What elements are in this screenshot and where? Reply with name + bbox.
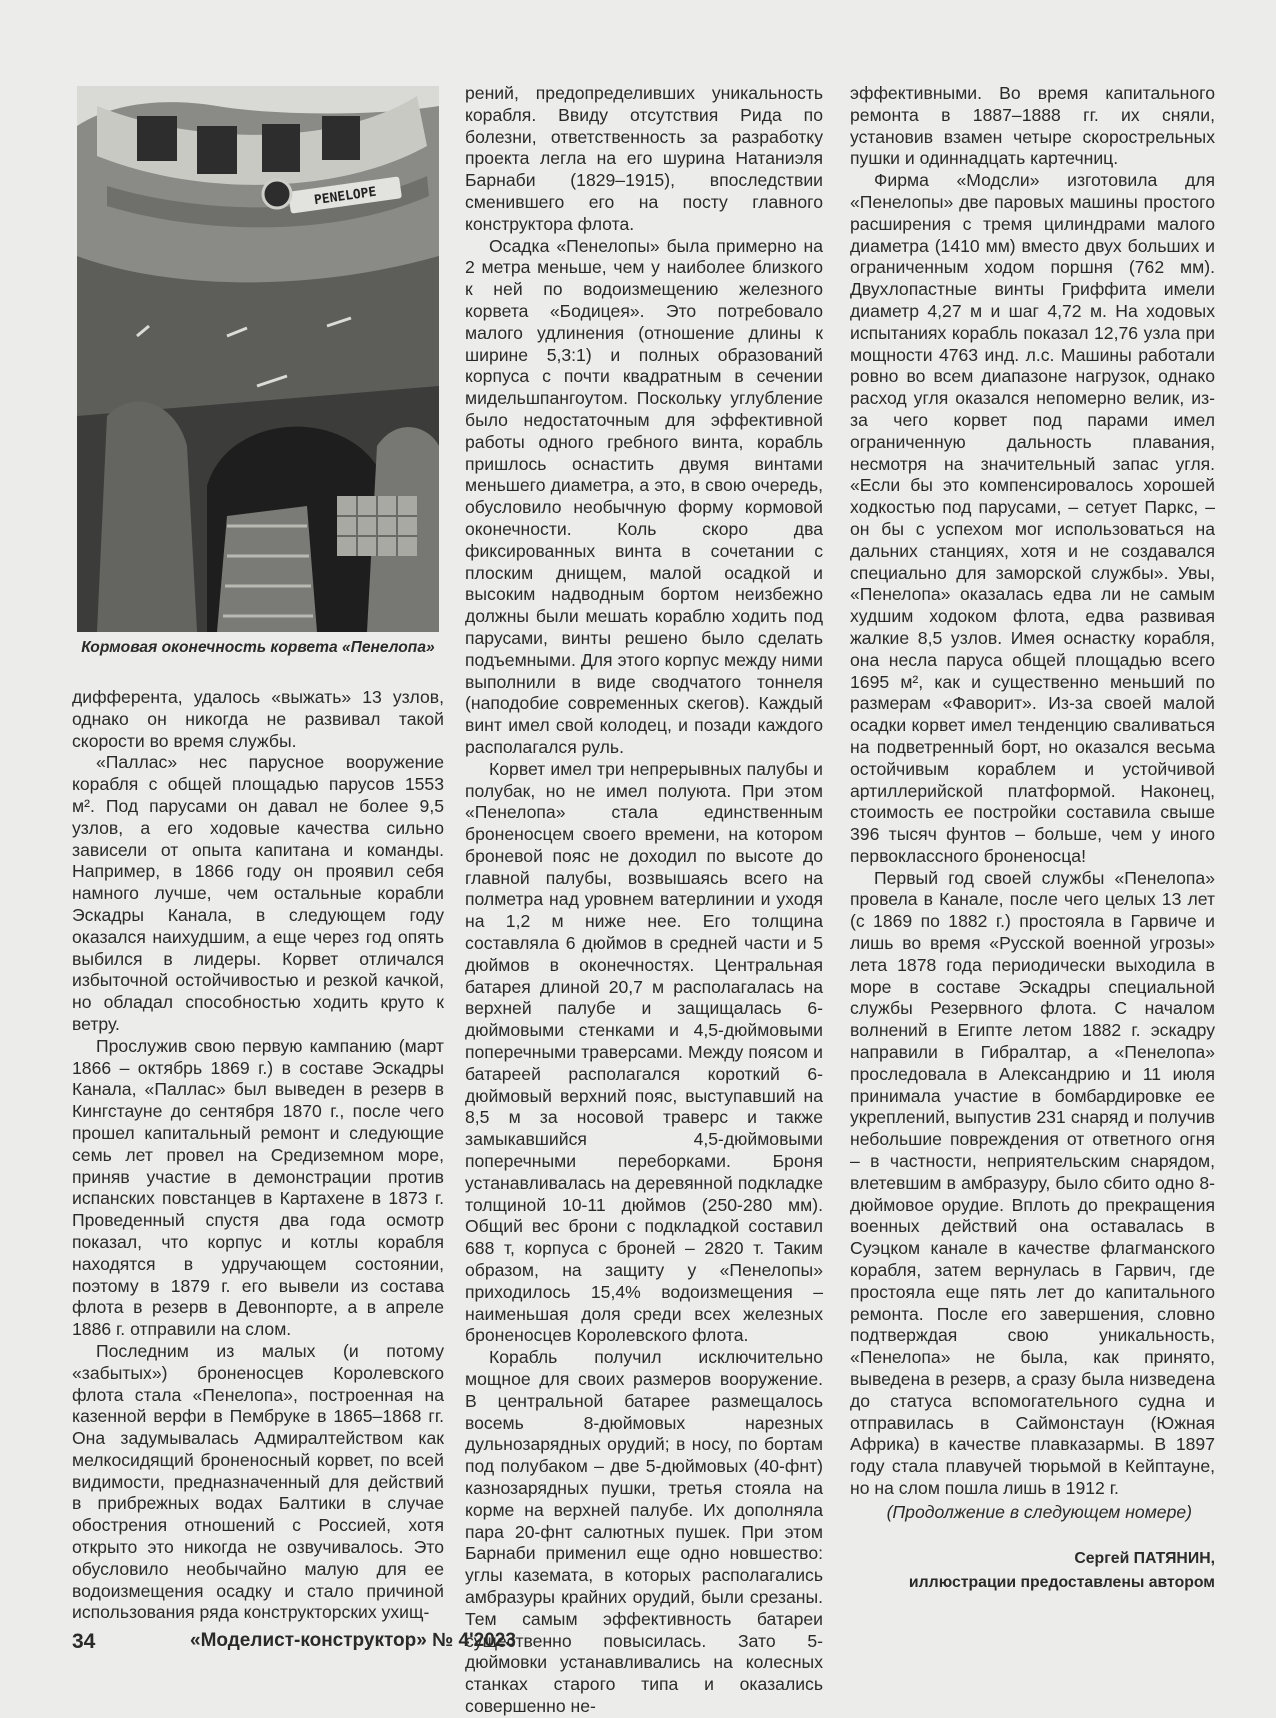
stern-nameplate: PENELOPE: [313, 184, 378, 209]
ship-stern-illustration: [77, 86, 439, 632]
article-column-3: [850, 83, 1215, 1500]
paragraph: Осадка «Пенелопы» была примерно на 2 метра меньше, чем у наиболее близкого к ней по водоизмещению железного корвета «Бодицея». Это потребовало малого удлинения (отношение длины к ширине 5,3:1) и полных образований корпуса с почти квадратным в сечении мидельшпангоутом. Поскольку углубление было недостаточным для эффективной работы одного гребного винта, корабль пришлось оснастить двумя винтами меньшего диаметра, а это, в свою очередь, обусловило необычную форму кормовой оконечности. Коль скоро два фиксированных винта в сочетании с плоским днищем, малой осадкой и высоким надводным бортом неизбежно должны были мешать кораблю ходить под парусами, винты решено было сделать подъемными. Для этого корпус между ними выполнили в виде сводчатого тоннеля (наподобие современных скегов). Каждый винт имел свой колодец, и позади каждого располагался руль.: [465, 235, 823, 757]
article-column-2: [465, 83, 823, 1718]
illustration-credit: иллюстрации предоставлены автором: [908, 1574, 1215, 1591]
continuation-note: (Продолжение в следующем номере): [886, 1502, 1192, 1522]
page-number: 34: [72, 1630, 96, 1653]
ship-stern-photo: [77, 86, 439, 632]
author-credit: [850, 1547, 1215, 1595]
paragraph: Корабль получил исключительно мощное для своих размеров вооружение. В центральной батарее размещалось восемь 8-дюймовых нарезных дульнозарядных орудий; в носу, по бортам под полубаком – две 5-дюймовых (40-фнт) казнозарядных пушки, третья стояла на корме на верхней палубе. Их дополняла пара 20-фнт салютных пушек. При этом Барнаби применил еще одно новшество: углы каземата, в которых располагались амбразуры крайних орудий, были срезаны. Тем самым эффективность батареи существенно повысилась. Зато 5-дюймовки устанавливались на колесных станках старого типа и оказались совершенно не-: [465, 1347, 823, 1716]
paragraph: эффективными. Во время капитального ремонта в 1887–1888 гг. их сняли, установив взамен четыре скорострельных пушки и одиннадцать картечниц.: [850, 83, 1215, 169]
paragraph: дифферента, удалось «выжать» 13 узлов, однако он никогда не развивал такой скорости во время службы.: [72, 687, 444, 751]
article-column-1: [72, 687, 444, 1624]
paragraph: Фирма «Модсли» изготовила для «Пенелопы» две паровых машины простого расширения с тремя цилиндрами малого диаметра (1410 мм) вместо двух больших и ограниченным ходом поршня (762 мм). Двухлопастные винты Гриффита имели диаметр 4,27 м и шаг 4,72 м. На ходовых испытаниях корабль показал 12,76 узла при мощности 4763 инд. л.с. Машины работали ровно во всем диапазоне нагрузок, однако расход угля оказался непомерно велик, из-за чего корвет под парами имел ограниченную дальность плавания, несмотря на значительный запас угля. «Если бы это компенсировалось хорошей ходкостью под парусами, – сетует Паркс, – он бы с успехом мог использоваться на дальних станциях, хотя и не создавался специально для заморской службы». Увы, «Пенелопа» оказалась едва ли не самым худшим ходоком флота, едва развивая жалкие 8,5 узлов. Имея оснастку корабля, она несла паруса общей площадью всего 1695 м², как и существенно меньший по размерам «Фаворит». Из-за своей малой осадки корвет имел тенденцию сваливаться на подветренный борт, но оказался весьма остойчивым кораблем и устойчивой артиллерийской платформой. Наконец, стоимость ее постройки составила свыше 396 тысяч фунтов – больше, чем у иного первоклассного броненосца!: [850, 170, 1215, 866]
paragraph: «Паллас» нес парусное вооружение корабля с общей площадью парусов 1553 м². Под парусами он давал не более 9,5 узлов, а его ходовые качества сильно зависели от опыта капитана и команды. Например, в 1866 году он проявил себя намного лучше, чем остальные корабли Эскадры Канала, в следующем году оказался наихудшим, а еще через год опять выбился в лидеры. Корвет отличался избыточной остойчивостью и резкой качкой, но обладал способностью ходить круто к ветру.: [72, 752, 444, 1034]
paragraph: Последним из малых (и потому «забытых») броненосцев Королевского флота стала «Пенелопа», построенная на казенной верфи в Пембруке в 1865–1868 гг. Она задумывалась Адмиралтейством как мелкосидящий броненосный корвет, по всей видимости, предназначенный для действий в прибрежных водах Балтики в случае обострения отношений с Россией, хотя открыто это никогда не озвучивалось. Это обусловило необычайно малую для ее водоизмещения осадку и стало причиной использования ряда конструкторских ухищ-: [72, 1340, 444, 1623]
paragraph: рений, предопределивших уникальность корабля. Ввиду отсутствия Рида по болезни, ответственность за разработку проекта легла на его шурина Натаниэля Барнаби (1829–1915), впоследствии сменившего его на посту главного конструктора флота.: [465, 83, 823, 234]
magazine-title: «Моделист-конструктор» № 4'2023: [190, 1630, 516, 1651]
paragraph: Корвет имел три непрерывных палубы и полубак, но не имел полуюта. При этом «Пенелопа» стала единственным броненосцем своего времени, на котором броневой пояс не доходил по высоте до главной палубы, возвышаясь всего на полметра над уровнем ватерлинии и уходя на 1,2 м ниже нее. Его толщина составляла 6 дюймов в средней части и 5 дюймов в оконечностях. Центральная батарея длиной 20,7 м располагалась на верхней палубе и защищалась 6-дюймовыми стенками и 4,5-дюймовыми поперечными траверсами. Между поясом и батареей располагался короткий 6-дюймовый верхний пояс, выступавший на 8,5 м за носовой траверс и также замыкавшийся 4,5-дюймовыми поперечными переборками. Броня устанавливалась на деревянной подкладке толщиной 10-11 дюймов (250-280 мм). Общий вес брони с подкладкой составил 688 т, корпуса с броней – 2820 т. Таким образом, на защиту у «Пенелопы» приходилось 15,4% водоизмещения – наименьшая доля среди всех железных броненосцев Королевского флота.: [465, 758, 823, 1346]
paragraph: Первый год своей службы «Пенелопа» провела в Канале, после чего целых 13 лет (с 1869 по 1882 г.) простояла в Гарвиче и лишь во время «Русской военной угрозы» лета 1878 года периодически выходила в море в составе Эскадры специальной службы Резервного флота. С началом волнений в Египте летом 1882 г. эскадру направили в Гибралтар, а «Пенелопа» проследовала в Александрию и 11 июля принимала участие в бомбардировке ее укреплений, выпустив 231 снаряд и получив небольшие повреждения от ответного огня – в частности, неприятельским снарядом, влетевшим в амбразуру, было сбито одно 8-дюймовое орудие. Вплоть до прекращения военных действий она оставалась в Суэцком канале в качестве флагманского корабля, затем вернулась в Гарвич, где простояла еще пять лет до капитального ремонта. После его завершения, словно подтверждая свою уникальность, «Пенелопа» не была, как принято, выведена в резерв, а сразу была низведена до статуса вспомогательного судна и отправилась в Саймонстаун (Южная Африка) в качестве плавказармы. В 1897 году стала плавучей тюрьмой в Кейптауне, но на слом пошла лишь в 1912 г.: [850, 867, 1215, 1498]
paragraph: Прослужив свою первую кампанию (март 1866 – октябрь 1869 г.) в составе Эскадры Канала, «Паллас» был выведен в резерв в Кингстауне до сентября 1870 г., после чего прошел капитальный ремонт и следующие семь лет провел на Средиземном море, приняв участие в демонстрации против испанских повстанцев в Картахене в 1873 г. Проведенный спустя два года осмотр показал, что корпус и котлы корабля находятся в удручающем состоянии, поэтому в 1879 г. его вывели из состава флота в резерв в Девонпорте, а в апреле 1886 г. отправили на слом.: [72, 1035, 444, 1340]
photo-caption: Кормовая оконечность корвета «Пенелопа»: [81, 639, 435, 656]
author-name: Сергей ПАТЯНИН,: [1074, 1550, 1215, 1567]
